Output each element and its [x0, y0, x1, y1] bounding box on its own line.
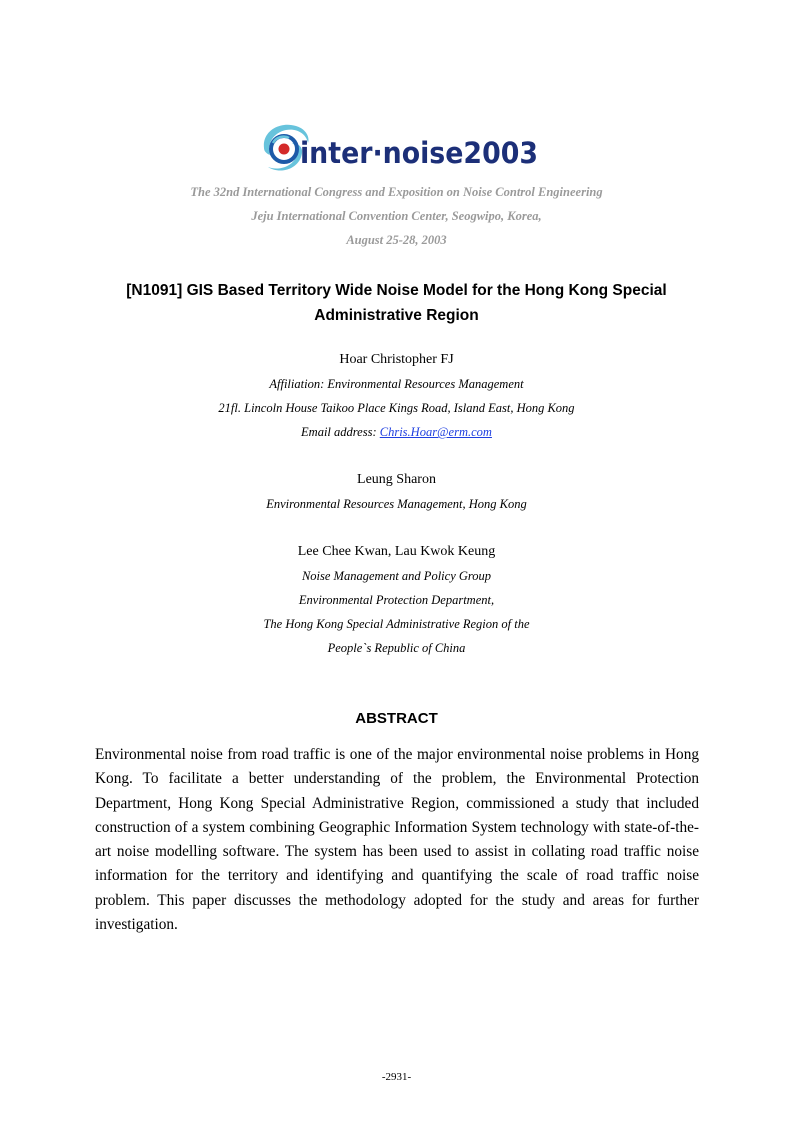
conference-logo	[254, 119, 544, 177]
author-affiliation-2: Environmental Resources Management, Hong Kong	[266, 497, 527, 511]
logo-graphic	[254, 119, 544, 177]
author-name-1: Hoar Christopher FJ	[339, 352, 454, 367]
author-address-1: 21fl. Lincoln House Taikoo Place Kings Road, Island East, Hong Kong	[218, 401, 575, 415]
page-number: -2931-	[381, 1071, 412, 1083]
paper-title: [N1091] GIS Based Territory Wide Noise Model for the Hong Kong Special Administrative Region	[126, 282, 667, 324]
author-affiliation-3-line4: People`s Republic of China	[327, 641, 466, 655]
email-link[interactable]: Chris.Hoar@erm.com	[379, 425, 492, 439]
author-affiliation-3-line1: Noise Management and Policy Group	[301, 569, 492, 583]
author-name-2: Leung Sharon	[357, 472, 436, 487]
conference-name: The 32nd International Congress and Exposition on Noise Control Engineering	[190, 185, 603, 199]
conference-dates: August 25-28, 2003	[346, 233, 447, 247]
conference-venue: Jeju International Convention Center, Seogwipo, Korea,	[251, 209, 542, 223]
author-affiliation-3-line2: Environmental Protection Department,	[298, 593, 495, 607]
abstract-body: Environmental noise from road traffic is one of the major environmental noise problems in Hong Kong. To facilitate a better understanding of the problem, the Environmental Protection Department, Hong Kong Special Administrative Region, commissioned a study that included construction of a system combining Geographic Information System technology with state-of-the-art noise modelling software. The system has been used to assist in collating road traffic noise information for the territory and identifying and quantifying the scale of road traffic noise problem. This paper discusses the methodology adopted for the study and areas for further investigation.	[95, 746, 699, 934]
email-label: Email address:	[301, 425, 377, 439]
author-affiliation-3-line3: The Hong Kong Special Administrative Region of the	[263, 617, 530, 631]
abstract-heading: ABSTRACT	[355, 710, 438, 727]
author-name-3: Lee Chee Kwan, Lau Kwok Keung	[297, 544, 496, 559]
author-email-line	[0, 425, 793, 440]
logo-text: inter·noise2003	[300, 136, 538, 170]
author-affiliation-1: Affiliation: Environmental Resources Management	[269, 377, 524, 391]
